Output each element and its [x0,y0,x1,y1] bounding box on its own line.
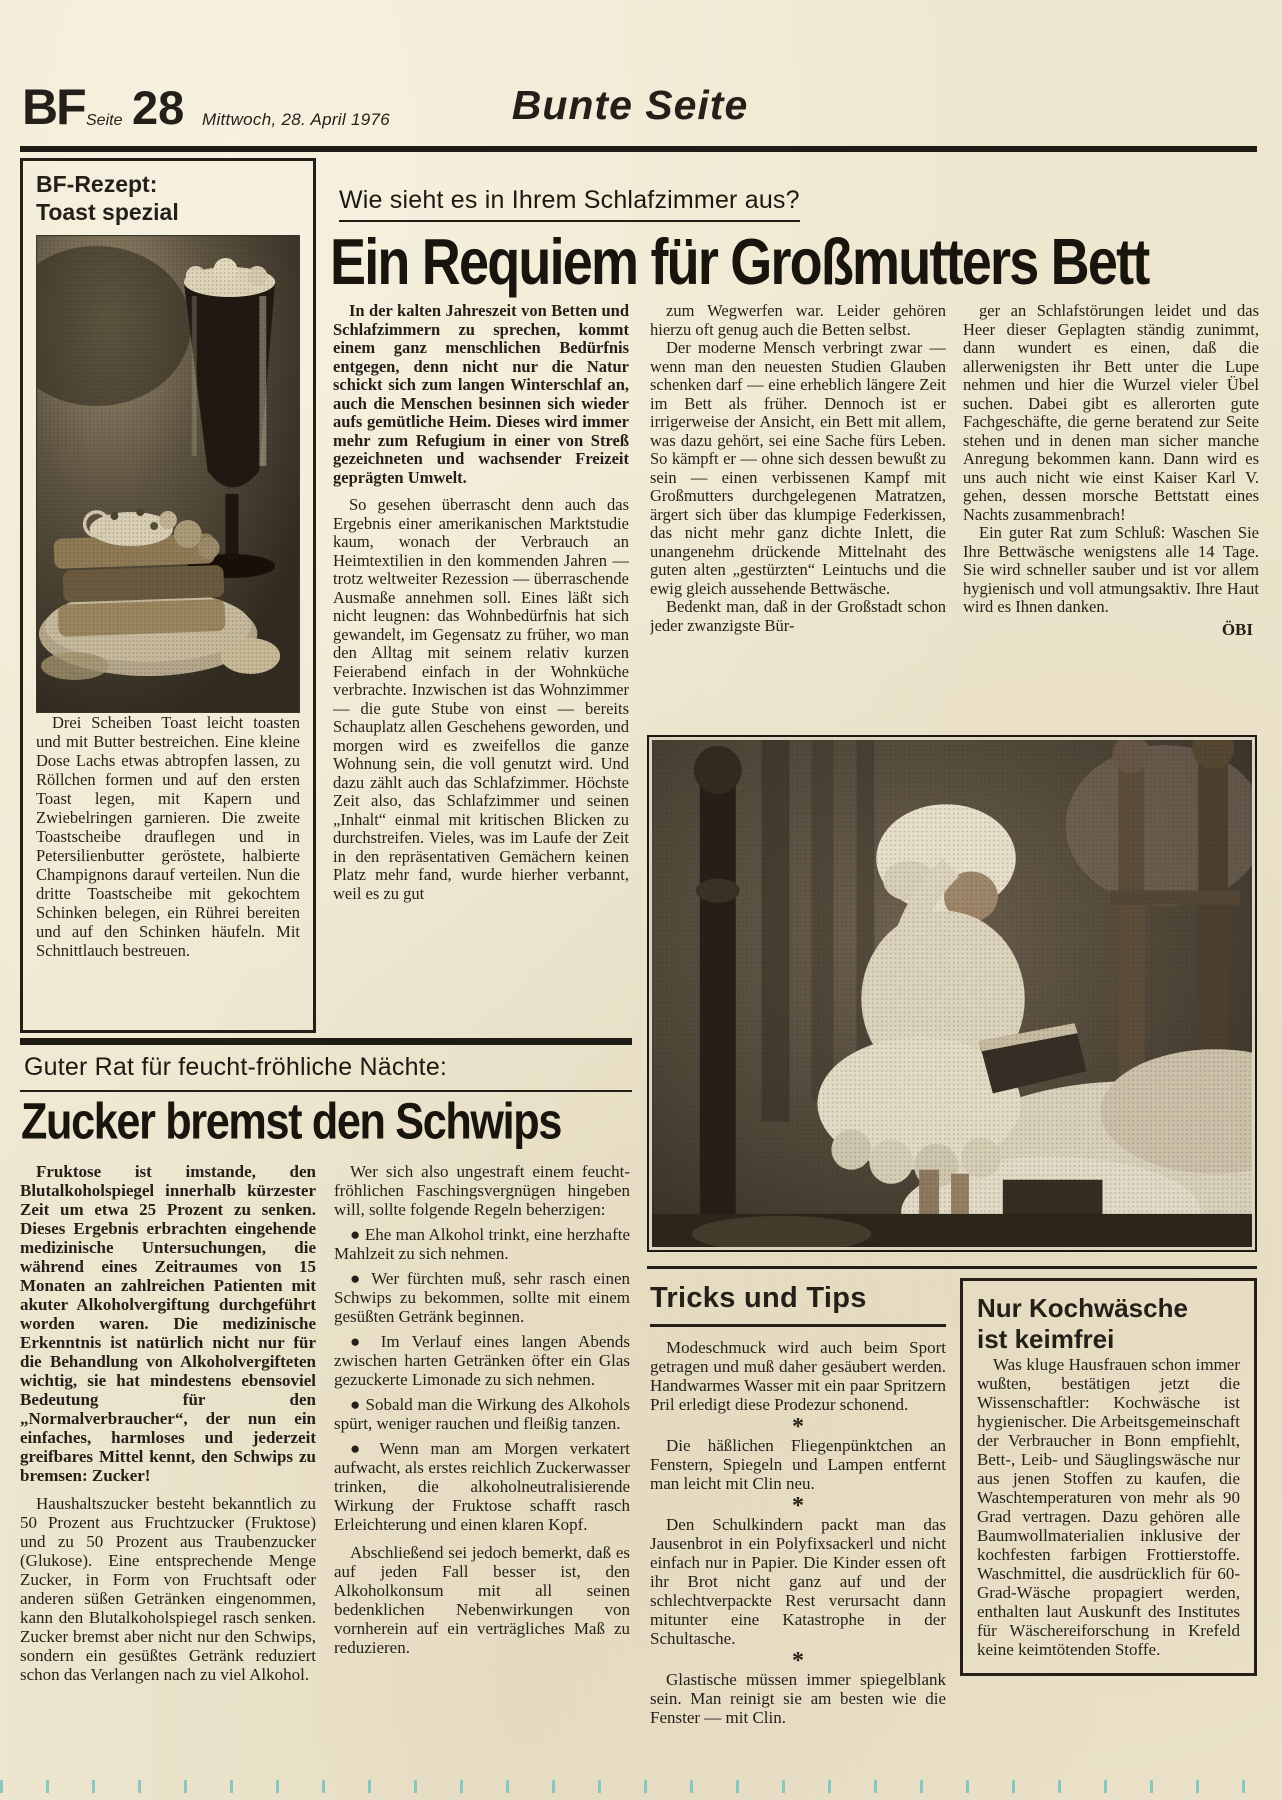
toast-photo-illustration [37,236,299,712]
rule-list-item: ● Sobald man die Wirkung des Alkohols spürt, weniger rauchen und fleißig tanzen. [334,1395,630,1433]
article-paragraph: Ein guter Rat zum Schluß: Waschen Sie Ihre Bettwäsche wenigstens alle 14 Tage. Sie wird schneller sauber und ist vor allem hygienisch und voll atmungsaktiv. Ihre Haut wird es Ihnen danken. [963,523,1259,616]
article-paragraph: So gesehen überrascht denn auch das Ergebnis einer amerikanischen Marktstudie kaum, wonach der Verbrauch an Heimtextilien in den kommenden Jahren — trotz weltweiter Rezession — überraschende Ausmaße annehmen soll. Eines läßt sich nicht leugnen: das Wohnbedürfnis hat sich gewandelt, im Gegensatz zu früher, wo man den Alltag mit seinem relativ kurzen Feierabend einfach in der Wohnküche verbrachte. Inzwischen ist das Wohnzimmer — die gute Stube von einst — bereits Schauplatz allen Geschehens geworden, und morgen wird es zweifellos die ganze Wohnung sein, die voll genutzt wird. Und dazu zählt auch das Schlafzimmer. Höchste Zeit also, das Schlafzimmer und seinen „Inhalt“ einmal mit kritischen Blicken zu durchstreifen. Vieles, was im Laufe der Zeit in den repräsentativen Gemächern keinen Platz mehr fand, wurde hierher verbannt, weil es zu gut [333,495,629,903]
section-title: Bunte Seite [511,82,749,128]
rule-list-item: ● Wer fürchten muß, sehr rasch einen Schwips zu bekommen, sollte mit einem gesüßten Getränk beginnen. [334,1269,630,1326]
bedroom-article-kicker: Wie sieht es in Ihrem Schlafzimmer aus? [339,186,800,222]
bedroom-article-column-2 [650,302,946,726]
article-byline: ÖBI [1221,619,1253,639]
kochwaesche-body: Was kluge Hausfrauen schon immer wußten, bestätigen jetzt die Wissenschaftler: Kochwäsche ist hygienischer. Die Arbeitsgemeinschaft der Verbraucher in Bonn empfiehlt, Bett-, Leib- und Säuglingswäsche nur aus jenen Stoffen zu kaufen, die Waschtemperaturen von mehr als 90 Grad vertragen. Dazu gehören alle Baumwollmaterialien inklusive der kochfesten farbigen Frottierstoffe. Waschmittel, die ausdrücklich für 60-Grad-Wäsche propagiert werden, enthalten laut Auskunft des Institutes für Wäschereiforschung in Krefeld keine keimtötenden Stoffe. [977,1355,1240,1660]
recipe-body: Drei Scheiben Toast leicht toasten und mit Butter bestreichen. Eine kleine Dose Lachs etwas abtropfen lassen, zu Röllchen formen und auf den ersten Toast legen, mit Kapern und Zwiebelringen garnieren. Die zweite Toastscheibe drauflegen und in Petersilienbutter geröstete, halbierte Champignons darauf verteilen. Nun die dritte Toastscheibe mit gekochtem Schinken belegen, ein Rührei bereiten und auf den Schinken häufeln. Mit Schnittlauch bestreuen. [36,713,300,961]
asterisk-separator: * [792,1648,804,1674]
schwips-kicker: Guter Rat für feucht-fröhliche Nächte: [24,1053,448,1081]
bedroom-article-headline-text: Ein Requiem für Großmutters Bett [330,225,1149,299]
recipe-box [20,158,316,1033]
masthead-issue-date: Mittwoch, 28. April 1976 [202,110,390,129]
toast-photo [36,235,300,713]
article-paragraph: Der moderne Mensch verbringt zwar — wenn man den neuesten Studien Glauben schenken darf — eine erheblich längere Zeit im Bett als früher. Dennoch ist er irrigerweise der Ansicht, ein Bett mit allem, was dazu gehört, sei eine Sache fürs Leben. So kämpft er — ohne sich dessen bewußt zu sein — einen verbissenen Kampf mit Großmutters durchgelegenen Matratzen, ärgert sich über das klumpige Federkissen, das nicht mehr ganz dichte Inlett, die unangenehm drückende Mittelnaht des guten alten „gestürzten“ Leintuchs und die ewig gleich aussehende Bettwäsche. [650,338,946,598]
tricks-item: Glastische müssen immer spiegelblank sein. Man reinigt sie am besten wie die Fenster — mit Clin. [650,1670,946,1727]
schwips-headline [21,1093,621,1155]
article-paragraph: Bedenkt man, daß in der Großstadt schon jeder zwanzigste Bür- [650,597,946,635]
recipe-title: Toast spezial [36,198,179,225]
schwips-headline-text: Zucker bremst den Schwips [21,1093,562,1150]
masthead-rule [20,146,1257,152]
kochwaesche-title-line1: Nur Kochwäsche [977,1293,1188,1323]
article-paragraph: Haushaltszucker besteht bekanntlich zu 50 Prozent aus Fruchtzucker (Fruktose) und zu 50 Prozent aus Traubenzucker (Glukose). Eine entsprechende Menge Zucker, in Form von Fruchtsaft oder anderen süßen Getränken eingenommen, kann den Blutalkoholspiegel rasch senken. Zucker bremst aber nicht nur den Schwips, sondern ein gesüßtes Getränk reduziert schon das Verlangen nach zu viel Alkohol. [20,1494,316,1684]
tricks-body [650,1338,946,1727]
schwips-top-rule [20,1038,632,1045]
perforation-ticks [0,1780,1282,1793]
tricks-item: Modeschmuck wird auch beim Sport getragen und muß daher gesäubert werden. Handwarmes Wasser mit ein paar Spritzern Pril erledigt diese Prodezur schonend. [650,1338,946,1414]
bedroom-article-column-3 [963,302,1259,639]
bedroom-photo [647,735,1257,1252]
tricks-title-rule [650,1324,946,1327]
masthead-seite-label: Seite [86,112,123,129]
article-paragraph: Fruktose ist imstande, den Blutalkoholspiegel innerhalb kürzester Zeit um etwa 25 Prozent zu senken. Dieses Ergebnis erbrachten eingehende medizinische Untersuchungen, die während eines Zeitraumes von 15 Monaten an zahlreichen Patienten mit akuter Alkoholvergiftung durchgeführt worden waren. Die medizinische Erkenntnis ist natürlich nicht nur für die Behandlung von Alkoholvergifteten wichtig, sie hat mindestens ebensoviel Bedeutung für den „Normalverbraucher“, der nun ein einfaches, harmloses und jederzeit greifbares Mittel kennt, den Schwips zu bremsen: Zucker! [20,1162,316,1485]
asterisk-separator: * [792,1414,804,1440]
kochwaesche-box [960,1278,1257,1676]
masthead-logo: BF [22,79,85,135]
tricks-item: Die häßlichen Fliegenpünktchen an Fenstern, Spiegeln und Lampen entfernt man leicht mit Clin neu. [650,1436,946,1493]
rule-list-item: ● Wenn man am Morgen verkatert aufwacht, als erstes reichlich Zuckerwasser trinken, die alkoholneutralisierende Wirkung der Fruktose schafft rasch Erleichterung und einen klaren Kopf. [334,1439,630,1534]
schwips-kicker-rule [20,1090,632,1092]
bedroom-photo-illustration [652,740,1252,1247]
article-paragraph: Abschließend sei jedoch bemerkt, daß es auf jeden Fall besser ist, den Alkoholkonsum mit all seinen bedenklichen Nebenwirkungen von vornherein auf ein verträgliches Maß zu reduzieren. [334,1543,630,1657]
article-paragraph: In der kalten Jahreszeit von Betten und Schlafzimmern zu sprechen, kommt einem ganz menschlichen Bedürfnis entgegen, denn nicht nur die Natur schickt sich zum langen Winterschlaf an, auch die Menschen besinnen sich wieder aufs gemütliche Heim. Dieses wird immer mehr zum Refugium in einer von Streß gezeichneten und wachsender Freizeit geprägten Umwelt. [333,302,629,487]
rule-list-item: ● Im Verlauf eines langen Abends zwischen harten Getränken öfter ein Glas gezuckerte Limonade zu sich nehmen. [334,1332,630,1389]
article-paragraph: Wer sich also ungestraft einem feucht-fröhlichen Faschingsvergnügen hingeben will, sollte folgende Regeln beherzigen: [334,1162,630,1219]
rule-list-item: ● Ehe man Alkohol trinkt, eine herzhafte Mahlzeit zu sich nehmen. [334,1225,630,1263]
kochwaesche-title-line2: ist keimfrei [977,1324,1115,1355]
tricks-item: Den Schulkindern packt man das Jausenbrot in ein Polyfixsackerl und nicht einfach nur in Papier. Die Kinder essen oft ihr Brot nicht ganz auf und der schlechtverpackte Rest verursacht dann mitunter eine Katastrophe in der Schultasche. [650,1515,946,1648]
bedroom-article-column-1 [333,302,629,1035]
bedroom-article-headline [330,225,1239,300]
schwips-column-1 [20,1162,316,1684]
article-paragraph: ger an Schlafstörungen leidet und das Heer dieser Geplagten ständig zunimmt, dann wundert es einen, daß die allerwenigsten ihr Bett unter die Lupe nehmen und hier die Wurzel vieler Übel suchen. Dabei gibt es allerorten gute Fachgeschäfte, die gerne beratend zur Seite stehen und in denen man sicher manche Anregung bekommen kann. Dann wird es uns auch nicht wie einst Kaiser Karl V. gehen, dessen morsche Bettstatt eines Nachts zusammenbrach! [963,301,1259,524]
tricks-title: Tricks und Tips [650,1282,867,1314]
photo-bottom-rule [647,1266,1257,1269]
recipe-kicker: BF-Rezept: [36,171,158,197]
schwips-column-2 [334,1162,630,1657]
asterisk-separator: * [792,1493,804,1519]
article-paragraph: zum Wegwerfen war. Leider gehören hierzu oft genug auch die Betten selbst. [650,302,946,339]
masthead-page-number: 28 [132,81,185,134]
